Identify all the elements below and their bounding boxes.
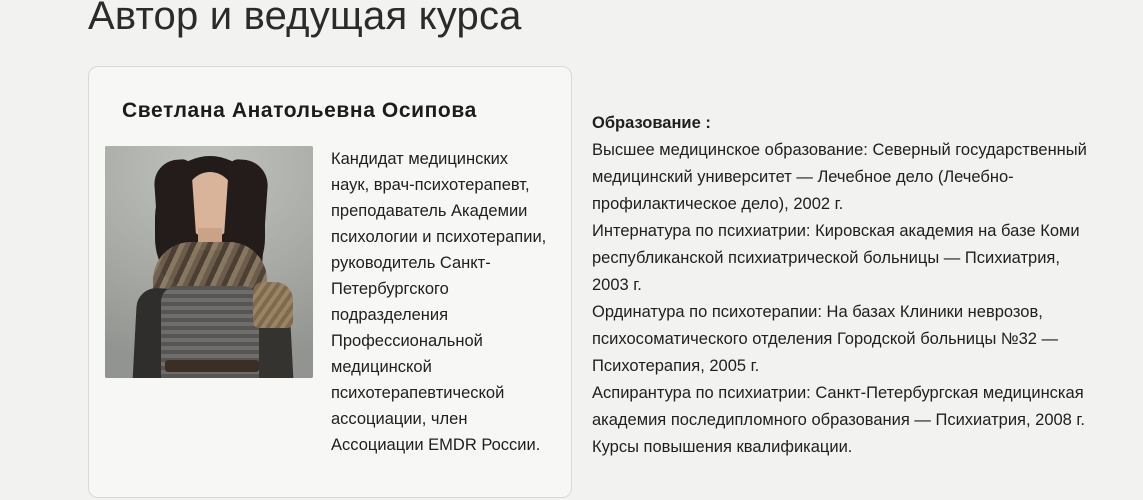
page-title: Автор и ведущая курса — [88, 0, 522, 38]
author-name: Светлана Анатольевна Осипова — [122, 99, 477, 122]
education-entry: Курсы повышения квалификации. — [592, 438, 853, 456]
portrait-belt — [165, 360, 259, 372]
author-card-body — [89, 124, 571, 458]
education-section — [592, 110, 1092, 461]
education-heading: Образование : — [592, 114, 711, 132]
author-card — [88, 66, 572, 498]
education-entry: Аспирантура по психиатрии: Санкт-Петербургская медицинская академия последипломного образования — Психиатрия, 2008 г. — [592, 384, 1086, 429]
portrait-sleeve-right — [253, 282, 293, 328]
author-photo — [105, 146, 313, 378]
author-bio: Кандидат медицинских наук, врач-психотерапевт, преподаватель Академии психологии и психотерапии, руководитель Санкт-Петербургского подразделения Профессиональной медицинской психотерапевтической ассоциации, член Ассоциации EMDR России. — [331, 150, 547, 455]
education-entry: Интернатура по психиатрии: Кировская академия на базе Коми республиканской психиатрической больницы — Психиатрия, 2003 г. — [592, 222, 1080, 294]
education-entry: Ординатура по психотерапии: На базах Клиники неврозов, психосоматического отделения Городской больницы №32 — Психотерапия, 2005 г. — [592, 303, 1059, 375]
education-entry: Высшее медицинское образование: Северный государственный медицинский университет — Лечебное дело (Лечебно-профилактическое дело), 2002 г. — [592, 141, 1087, 213]
